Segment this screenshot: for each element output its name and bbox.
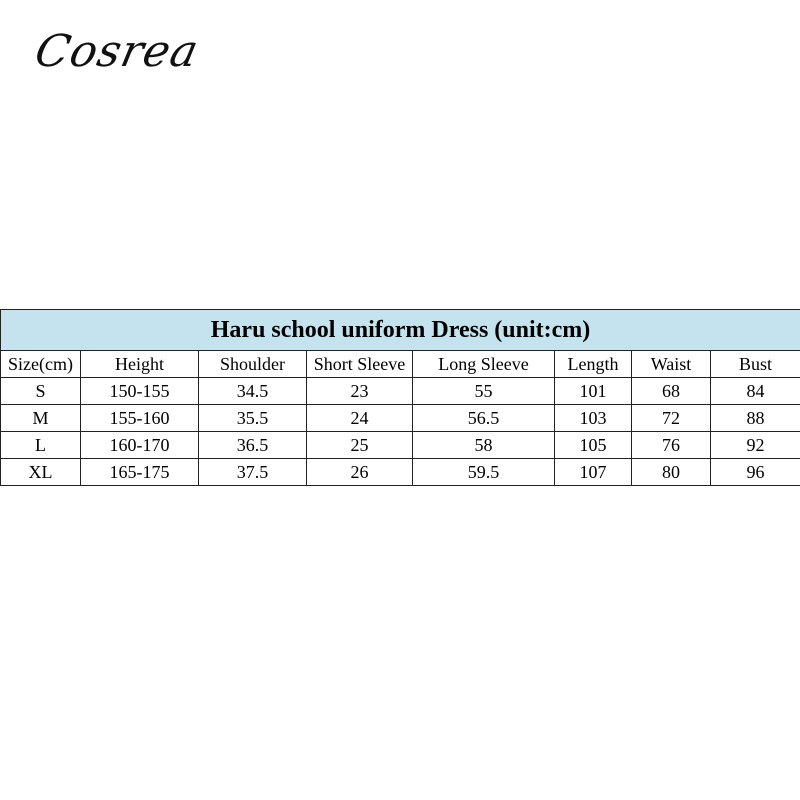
cell-long-sleeve: 56.5 <box>413 405 555 432</box>
cell-height: 165-175 <box>81 459 199 486</box>
column-header-short-sleeve: Short Sleeve <box>307 351 413 378</box>
column-header-bust: Bust <box>711 351 800 378</box>
cell-height: 155-160 <box>81 405 199 432</box>
cell-length: 105 <box>555 432 632 459</box>
cell-bust: 84 <box>711 378 800 405</box>
cell-long-sleeve: 55 <box>413 378 555 405</box>
column-header-shoulder: Shoulder <box>199 351 307 378</box>
cell-short-sleeve: 26 <box>307 459 413 486</box>
cell-waist: 76 <box>632 432 711 459</box>
cell-bust: 92 <box>711 432 800 459</box>
table-row <box>1 405 800 432</box>
cell-length: 101 <box>555 378 632 405</box>
table-title: Haru school uniform Dress (unit:cm) <box>1 310 800 351</box>
table-row <box>1 459 800 486</box>
cell-shoulder: 36.5 <box>199 432 307 459</box>
cell-length: 107 <box>555 459 632 486</box>
cell-short-sleeve: 25 <box>307 432 413 459</box>
cell-waist: 72 <box>632 405 711 432</box>
cell-height: 150-155 <box>81 378 199 405</box>
cell-waist: 68 <box>632 378 711 405</box>
cell-shoulder: 35.5 <box>199 405 307 432</box>
column-header-length: Length <box>555 351 632 378</box>
cell-short-sleeve: 23 <box>307 378 413 405</box>
cell-size: XL <box>1 459 81 486</box>
column-header-long-sleeve: Long Sleeve <box>413 351 555 378</box>
table-row <box>1 432 800 459</box>
cell-bust: 96 <box>711 459 800 486</box>
cell-shoulder: 37.5 <box>199 459 307 486</box>
cell-bust: 88 <box>711 405 800 432</box>
cell-long-sleeve: 58 <box>413 432 555 459</box>
size-chart-table <box>0 309 800 486</box>
cell-length: 103 <box>555 405 632 432</box>
brand-logo: Cosrea <box>30 26 204 77</box>
cell-height: 160-170 <box>81 432 199 459</box>
cell-size: S <box>1 378 81 405</box>
cell-size: M <box>1 405 81 432</box>
cell-long-sleeve: 59.5 <box>413 459 555 486</box>
cell-waist: 80 <box>632 459 711 486</box>
column-header-size: Size(cm) <box>1 351 81 378</box>
table-header-row <box>1 351 800 378</box>
column-header-height: Height <box>81 351 199 378</box>
table-row <box>1 378 800 405</box>
table-title-row <box>1 310 800 351</box>
column-header-waist: Waist <box>632 351 711 378</box>
cell-short-sleeve: 24 <box>307 405 413 432</box>
cell-shoulder: 34.5 <box>199 378 307 405</box>
cell-size: L <box>1 432 81 459</box>
